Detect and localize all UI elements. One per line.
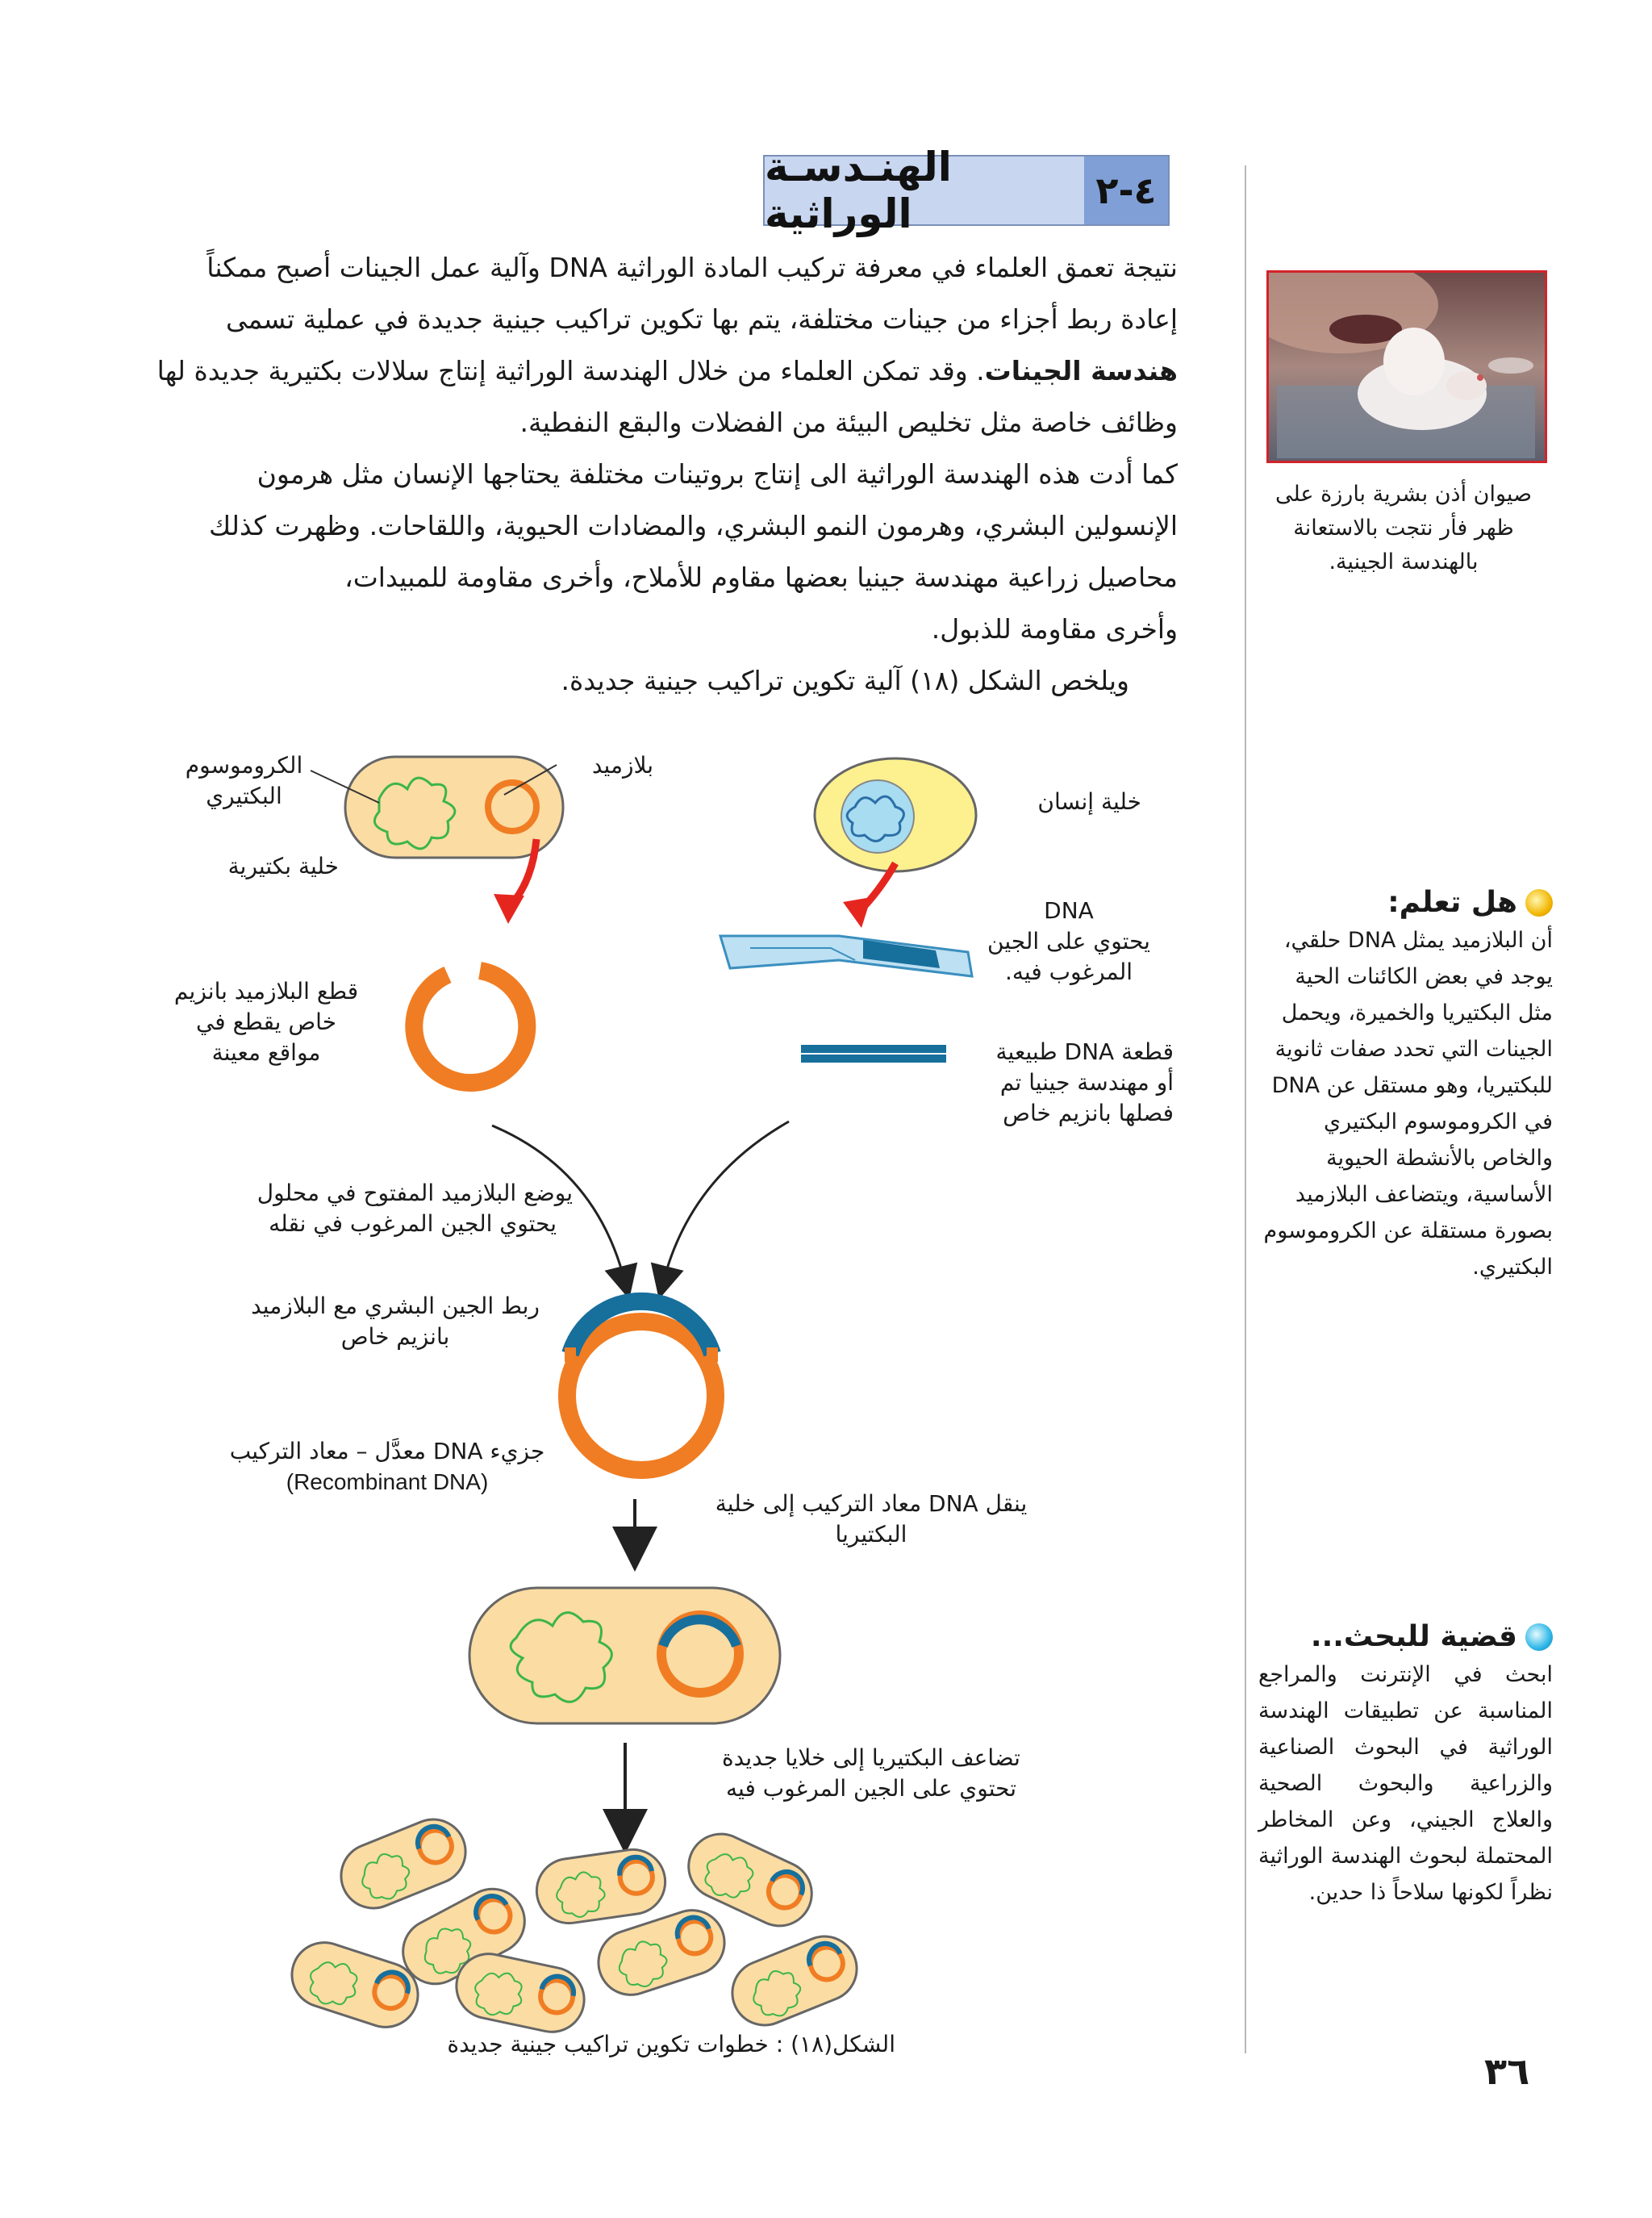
photo-caption: صيوان أذن بشرية بارزة على ظهر فأر نتجت بالاستعانة بالهندسة الجينية. — [1274, 482, 1533, 574]
paragraph-1: نتيجة تعمق العلماء في معرفة تركيب المادة الوراثية DNA وآلية عمل الجينات أصبح ممكناً إعادة ربط أجزاء من جينات مختلفة، يتم بها تكوين تراكيب جينية جديدة في عملية تسمى هندسة الجينات. وقد تمكن العلماء من خلال الهندسة الوراثية إنتاج سلالات بكتيرية جديدة لها وظائف خاصة مثل تخليص البيئة من الفضلات والبقع النفطية. — [156, 252, 1178, 438]
research-issue-title: قضية للبحث... — [1310, 1620, 1517, 1653]
bacteria-colony — [284, 1810, 867, 2038]
label-ligate: ربط الجين البشري مع البلازميد بانزيم خاص — [251, 1293, 540, 1350]
label-plasmid: بلازميد — [591, 752, 653, 779]
label-dna-gene: DNA يحتوي على الجين المرغوب فيه. — [987, 897, 1150, 985]
figure-caption: الشكل(١٨) : خطوات تكوين تراكيب جينية جديدة — [447, 2031, 895, 2057]
label-bacterial-cell: خلية بكتيرية — [227, 853, 339, 879]
label-solution: يوضع البلازميد المفتوح في محلول يحتوي الجين المرغوب في نقله — [257, 1180, 573, 1237]
label-chromosome: الكروموسوم البكتيري — [185, 752, 303, 809]
transformed-bacterium — [469, 1588, 780, 1723]
paragraph-2: كما أدت هذه الهندسة الوراثية الى إنتاج بروتينات مختلفة يحتاجها الإنسان مثل هرمون الإنسولين البشري، وهرمون النمو البشري، والمضادات الحيوية، واللقاحات. وظهرت كذلك محاصيل زراعية مهندسة جينيا بعضها مقاوم للأملاح، وأخرى مقاومة للمبيدات، — [209, 458, 1178, 593]
human-cell — [815, 758, 976, 871]
label-multiply: تضاعف البكتيريا إلى خلايا جديدة تحتوي على الجين المرغوب فيه — [722, 1744, 1020, 1802]
label-dna-piece: قطعة DNA طبيعية أو مهندسة جينيا تم فصلها بانزيم خاص — [995, 1038, 1174, 1126]
keyword-gene-engineering: هندسة الجينات — [984, 355, 1178, 386]
cut-plasmid — [414, 971, 527, 1083]
bacterial-cell-top — [345, 757, 563, 858]
paragraph-2-last: وأخرى مقاومة للذبول. — [931, 613, 1178, 645]
label-recombinant: جزيء DNA معدَّل – معاد التركيب (Recombinant DNA) — [229, 1438, 545, 1494]
did-you-know-text: أن البلازميد يمثل DNA حلقي، يوجد في بعض الكائنات الحية مثل البكتيريا والخميرة، ويحمل الجينات التي تحدد صفات ثانوية للبكتيريا، وهو مستقل عن DNA في الكروموسوم البكتيري والخاص بالأنشطة الحيوية الأساسية، ويتضاعف البلازميد بصورة مستقلة عن الكروموسوم البكتيري. — [1263, 928, 1553, 1280]
did-you-know-title: هل تعلم: — [1387, 886, 1517, 919]
dna-piece — [801, 1045, 946, 1063]
section-title: الهنـدسـة الوراثية — [765, 144, 952, 237]
arrow-right-curve — [663, 1122, 789, 1283]
research-issue-text: ابحث في الإنترنت والمراجع المناسبة عن تطبيقات الهندسة الوراثية في البحوث الصناعية والزراعية والبحوث الصحية والعلاج الجيني، وعن المخاطر المحتملة لبحوث الهندسة الوراثية نظراً لكونها سلاحاً ذا حدين. — [1258, 1662, 1553, 1905]
label-transfer: ينقل DNA معاد التركيب إلى خلية البكتيريا — [715, 1490, 1028, 1548]
recombinant-plasmid — [565, 1301, 718, 1470]
page-number: ٣٦ — [1484, 2049, 1530, 2093]
label-cut-plasmid: قطع البلازميد بانزيم خاص يقطع في مواقع معينة — [173, 978, 359, 1066]
label-human-cell: خلية إنسان — [1037, 788, 1141, 815]
dna-strand — [720, 936, 972, 976]
section-number: ٤-٢ — [1084, 157, 1168, 224]
paragraph-3: ويلخص الشكل (١٨) آلية تكوين تراكيب جينية جديدة. — [561, 665, 1129, 696]
